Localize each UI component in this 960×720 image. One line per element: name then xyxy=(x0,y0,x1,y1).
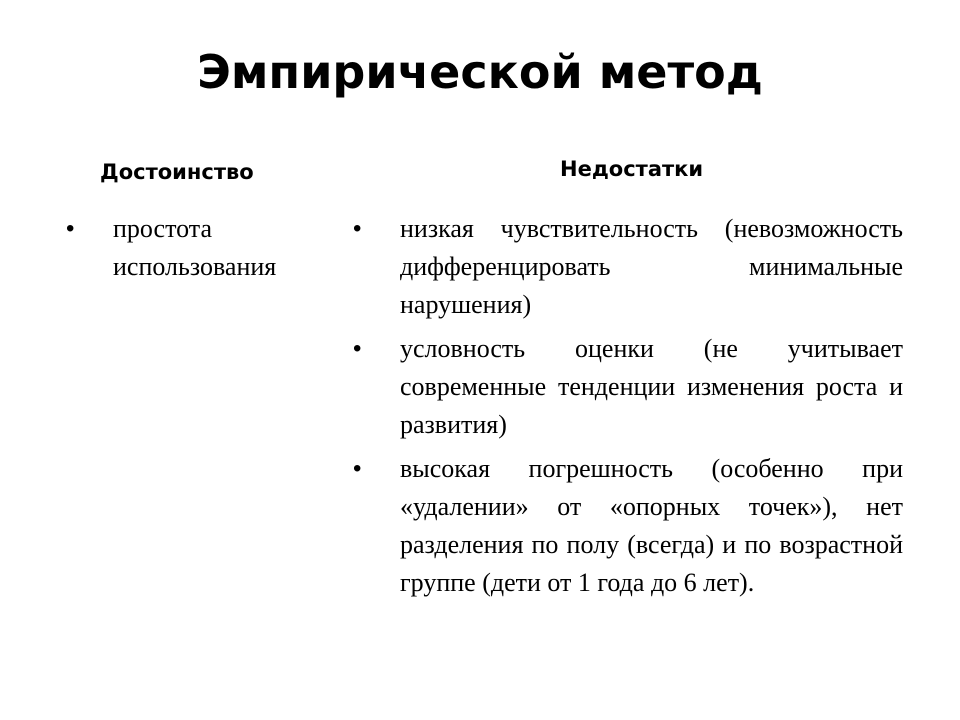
disadvantage-item-text: низкая чувствительность (невозможность дифференцировать минимальные нарушения) xyxy=(400,214,903,319)
advantage-item-text: простота использования xyxy=(113,214,277,281)
advantages-list xyxy=(66,210,316,286)
advantages-heading: Достоинство xyxy=(100,160,254,184)
bullet-icon: • xyxy=(353,335,362,362)
disadvantages-list xyxy=(353,210,903,608)
disadvantage-item-text: условность оценки (не учитывает современные тенденции изменения роста и развития) xyxy=(400,334,903,439)
advantage-item xyxy=(66,210,316,286)
disadvantage-item xyxy=(353,210,903,324)
bullet-icon: • xyxy=(353,215,362,242)
disadvantage-item xyxy=(353,450,903,602)
bullet-icon: • xyxy=(353,455,362,482)
slide-title: Эмпирической метод xyxy=(197,45,763,99)
disadvantage-item-text: высокая погрешность (особенно при «удалении» от «опорных точек»), нет разделения по полу (всегда) и по возрастной группе (дети от 1 года до 6 лет). xyxy=(400,454,903,597)
disadvantages-heading: Недостатки xyxy=(560,157,704,181)
disadvantage-item xyxy=(353,330,903,444)
bullet-icon: • xyxy=(66,215,75,242)
